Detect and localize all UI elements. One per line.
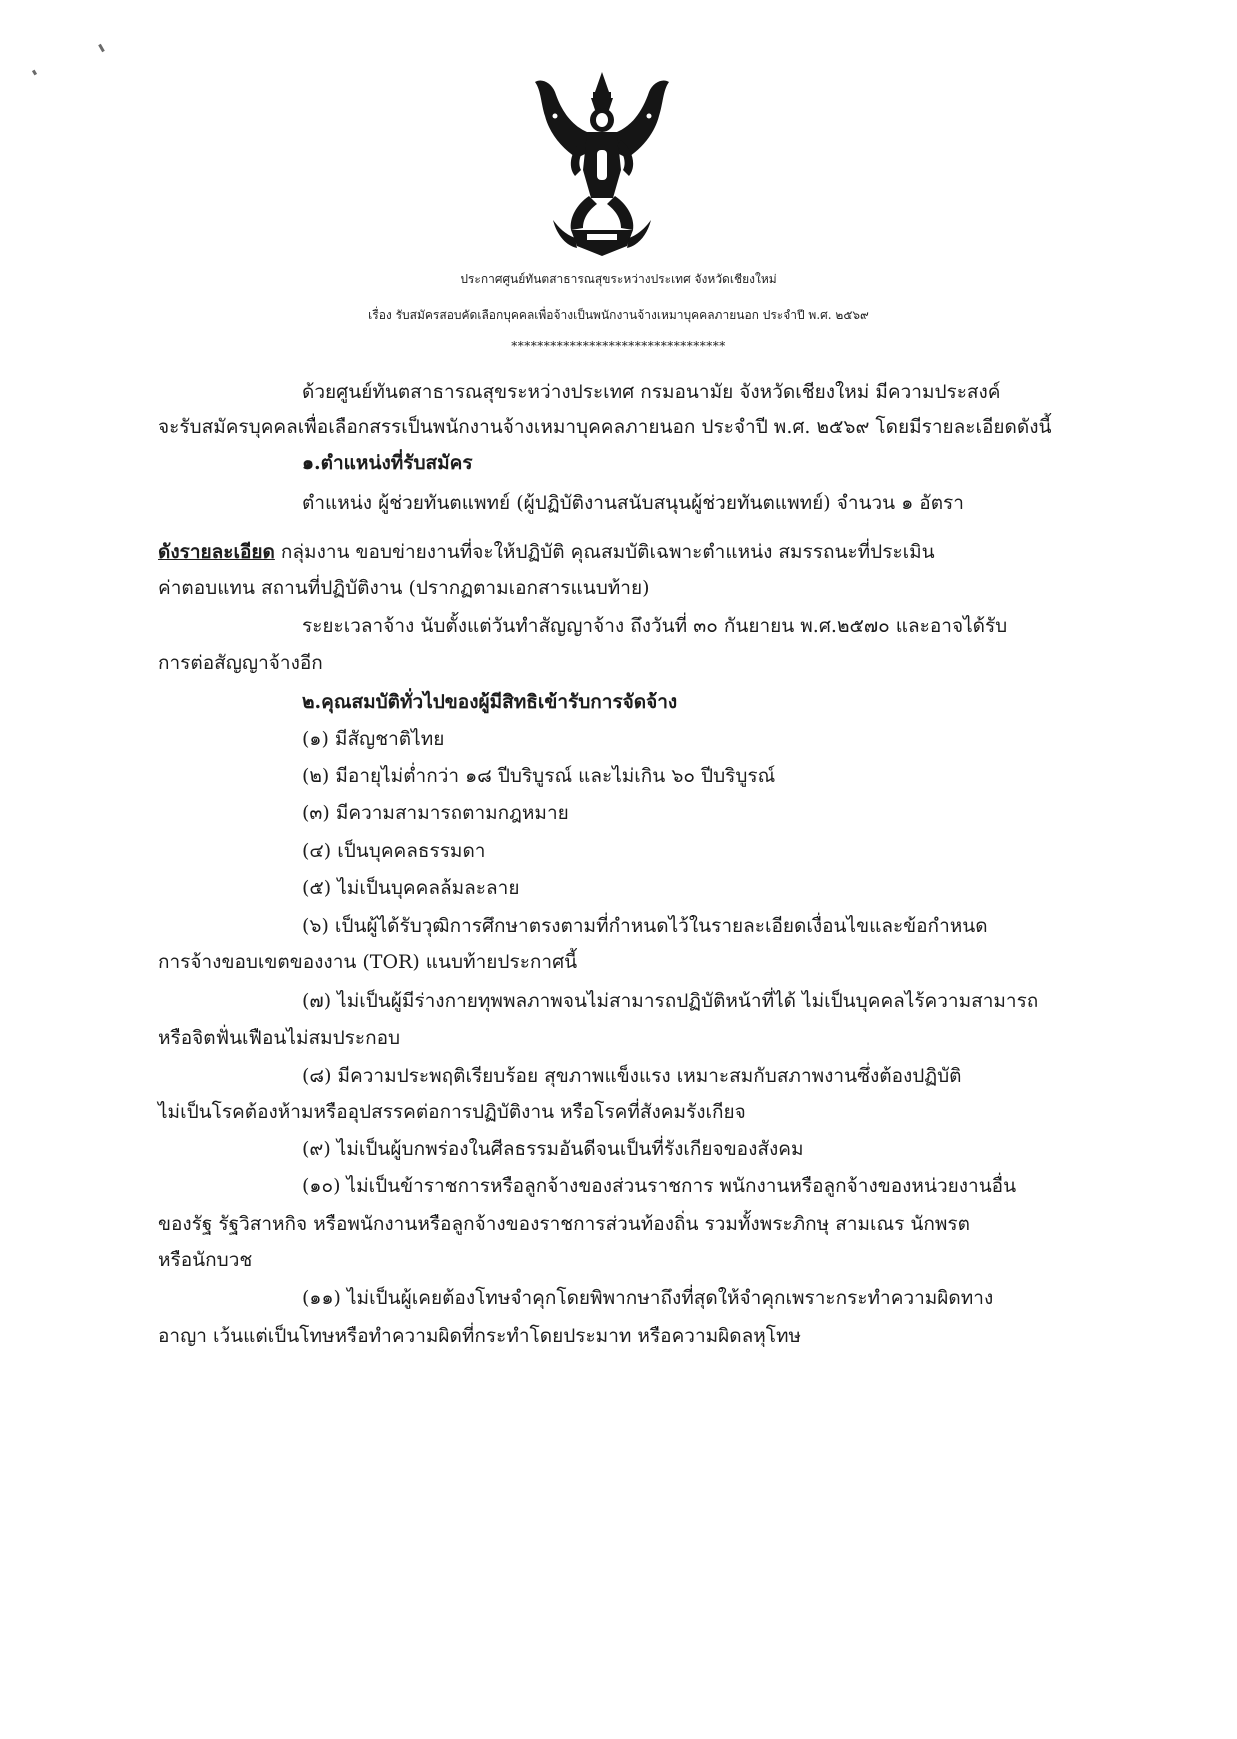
garuda-emblem-icon — [531, 70, 673, 260]
qualification-item: (๑) มีสัญชาติไทย — [302, 728, 445, 750]
qualification-item: (๕) ไม่เป็นบุคคลล้มละลาย — [302, 877, 520, 899]
qualification-item-cont: ไม่เป็นโรคต้องห้ามหรืออุปสรรคต่อการปฏิบัติงาน หรือโรคที่สังคมรังเกียจ — [158, 1101, 746, 1123]
position-line: ตำแหน่ง ผู้ช่วยทันตแพทย์ (ผู้ปฏิบัติงานสนับสนุนผู้ช่วยทันตแพทย์) จำนวน ๑ อัตรา — [302, 492, 964, 514]
qualification-item: (๘) มีความประพฤติเรียบร้อย สุขภาพแข็งแรง เหมาะสมกับสภาพงานซึ่งต้องปฏิบัติ — [302, 1065, 962, 1087]
qualification-item-cont: การจ้างขอบเขตของงาน (TOR) แนบท้ายประกาศนี้ — [158, 951, 578, 973]
details-text: กลุ่มงาน ขอบข่ายงานที่จะให้ปฏิบัติ คุณสมบัติเฉพาะตำแหน่ง สมรรถนะที่ประเมิน — [274, 541, 935, 563]
qualification-item: (๓) มีความสามารถตามกฎหมาย — [302, 802, 569, 824]
qualification-item-cont: หรือนักบวช — [158, 1249, 253, 1271]
qualification-item: (๖) เป็นผู้ได้รับวุฒิการศึกษาตรงตามที่กำหนดไว้ในรายละเอียดเงื่อนไขและข้อกำหนด — [302, 915, 988, 937]
period-line-2: การต่อสัญญาจ้างอีก — [158, 652, 323, 674]
intro-line-1: ด้วยศูนย์ทันตสาธารณสุขระหว่างประเทศ กรมอนามัย จังหวัดเชียงใหม่ มีความประสงค์ — [302, 381, 1001, 403]
header-separator: ********************************* — [511, 339, 726, 353]
section-2-heading: ๒.คุณสมบัติทั่วไปของผู้มีสิทธิเข้ารับการจัดจ้าง — [302, 691, 678, 713]
announcement-subject: เรื่อง รับสมัครสอบคัดเลือกบุคคลเพื่อจ้างเป็นพนักงานจ้างเหมาบุคคลภายนอก ประจำปี พ.ศ. ๒๕๖๙ — [368, 308, 869, 322]
details-label: ดังรายละเอียด — [158, 541, 275, 563]
details-line-1 — [158, 537, 935, 567]
intro-line-2: จะรับสมัครบุคคลเพื่อเลือกสรรเป็นพนักงานจ้างเหมาบุคคลภายนอก ประจำปี พ.ศ. ๒๕๖๙ โดยมีรายละเอียดดังนี้ — [158, 416, 1052, 438]
qualification-item-cont: อาญา เว้นแต่เป็นโทษหรือทำความผิดที่กระทำโดยประมาท หรือความผิดลหุโทษ — [158, 1325, 802, 1347]
qualification-item: (๗) ไม่เป็นผู้มีร่างกายทุพพลภาพจนไม่สามารถปฏิบัติหน้าที่ได้ ไม่เป็นบุคคลไร้ความสามารถ — [302, 990, 1039, 1012]
announcement-title: ประกาศศูนย์ทันตสาธารณสุขระหว่างประเทศ จังหวัดเชียงใหม่ — [460, 272, 777, 286]
section-1-heading: ๑.ตำแหน่งที่รับสมัคร — [302, 452, 473, 474]
qualification-item-cont: ของรัฐ รัฐวิสาหกิจ หรือพนักงานหรือลูกจ้างของราชการส่วนท้องถิ่น รวมทั้งพระภิกษุ สามเณร นักพรต — [158, 1213, 970, 1235]
details-line-2: ค่าตอบแทน สถานที่ปฏิบัติงาน (ปรากฏตามเอกสารแนบท้าย) — [158, 577, 650, 599]
qualification-item: (๙) ไม่เป็นผู้บกพร่องในศีลธรรมอันดีจนเป็นที่รังเกียจของสังคม — [302, 1138, 804, 1160]
qualification-item: (๔) เป็นบุคคลธรรมดา — [302, 840, 486, 862]
qualification-item: (๑๐) ไม่เป็นข้าราชการหรือลูกจ้างของส่วนราชการ พนักงานหรือลูกจ้างของหน่วยงานอื่น — [302, 1175, 1017, 1197]
scan-speck — [32, 70, 37, 76]
qualification-item: (๒) มีอายุไม่ต่ำกว่า ๑๘ ปีบริบูรณ์ และไม่เกิน ๖๐ ปีบริบูรณ์ — [302, 765, 776, 787]
period-line-1: ระยะเวลาจ้าง นับตั้งแต่วันทำสัญญาจ้าง ถึงวันที่ ๓๐ กันยายน พ.ศ.๒๕๗๐ และอาจได้รับ — [302, 615, 1008, 637]
qualification-item-cont: หรือจิตฟั่นเฟือนไม่สมประกอบ — [158, 1027, 401, 1049]
qualification-item: (๑๑) ไม่เป็นผู้เคยต้องโทษจำคุกโดยพิพากษาถึงที่สุดให้จำคุกเพราะกระทำความผิดทาง — [302, 1287, 994, 1309]
scan-speck — [98, 44, 105, 52]
